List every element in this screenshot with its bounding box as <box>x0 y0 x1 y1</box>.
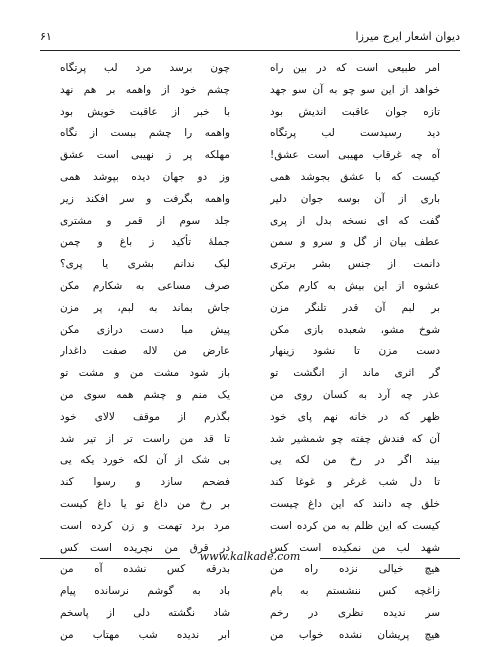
hemistich-left: وز دو جهان دیده بپوشد همی <box>60 170 230 183</box>
book-title: دیوان اشعار ایرج میرزا <box>355 30 460 43</box>
hemistich-right: دست مزن تا نشود زینهار <box>270 345 440 358</box>
verse-line <box>60 254 440 276</box>
hemistich-left: ابر ندیده شب مهتاب من <box>60 628 230 641</box>
hemistich-right: دانمت از جنس بشر برتری <box>270 258 440 271</box>
hemistich-left: واهمه بگرفت و سر افکند زیر <box>60 192 230 205</box>
footer-rule-right <box>320 558 460 559</box>
verse-line <box>60 80 440 102</box>
hemistich-right: سر ندیده نظری در رخم <box>270 606 440 619</box>
hemistich-right: آن که فندش چفته چو شمشیر شد <box>270 432 440 445</box>
verse-line <box>60 450 440 472</box>
hemistich-right: زاغچه کس ننشستم به بام <box>270 585 440 598</box>
hemistich-right: گفت که ای نسخه بدل از پری <box>270 214 440 227</box>
hemistich-right: کیست که با عشق بجوشد همی <box>270 170 440 183</box>
hemistich-right: بیند اگر در رخ من لکه یی <box>270 454 440 467</box>
verse-line <box>60 341 440 363</box>
hemistich-left: پیش مبا دست درازی مکن <box>60 323 230 336</box>
verse-line <box>60 320 440 342</box>
footer-rule-left <box>40 558 180 559</box>
hemistich-right: عذر چه آرد به کسان روی من <box>270 388 440 401</box>
hemistich-right: تازه جوان عاقبت اندیش بود <box>270 105 440 118</box>
verse-line <box>60 516 440 538</box>
verse-line <box>60 429 440 451</box>
hemistich-left: در قرق من نچریده است کس <box>60 541 230 554</box>
verse-line <box>60 232 440 254</box>
verse-line <box>60 603 440 625</box>
hemistich-left: شاد نگشته دلی از پاسخم <box>60 606 230 619</box>
verse-line <box>60 472 440 494</box>
hemistich-left: لیک ندانم بشری یا پری؟ <box>60 258 230 271</box>
hemistich-right: دید رسیدست لب پرتگاه <box>270 127 440 140</box>
hemistich-left: باز شود مشت من و مشت تو <box>60 367 230 380</box>
header-rule <box>40 50 460 51</box>
verse-line <box>60 625 440 647</box>
hemistich-right: باری از آن بوسه جوان دلیر <box>270 192 440 205</box>
hemistich-left: چشم خود از واهمه بر هم نهد <box>60 83 230 96</box>
hemistich-right: شوخ مشو، شعبده بازی مکن <box>270 323 440 336</box>
hemistich-left: فضحم سازد و رسوا کند <box>60 476 230 489</box>
hemistich-left: جملهٔ تأکید ز باغ و چمن <box>60 236 230 249</box>
hemistich-left: بدرقه کس نشده آه من <box>60 563 230 576</box>
verse-line <box>60 189 440 211</box>
hemistich-left: صرف مساعی به شکارم مکن <box>60 279 230 292</box>
page-number: ۶۱ <box>40 30 52 43</box>
footer-website: www.kalkade.com <box>199 550 301 563</box>
page-footer <box>40 550 460 566</box>
hemistich-right: خلق چه دانند که این داغ چیست <box>270 497 440 510</box>
hemistich-right: خواهد از این سو چو به آن سو جهد <box>270 83 440 96</box>
hemistich-right: عطف بیان از گل و سرو و سمن <box>270 236 440 249</box>
page-header <box>40 30 460 50</box>
hemistich-left: مهلکه پر ز نهیبی است عشق <box>60 149 230 162</box>
hemistich-right: بر لبم آن قدر تلنگر مزن <box>270 301 440 314</box>
hemistich-left: مرد برد تهمت و زن کرده است <box>60 519 230 532</box>
hemistich-right: هیچ پریشان نشده خواب من <box>270 628 440 641</box>
hemistich-left: جلد سوم از قمر و مشتری <box>60 214 230 227</box>
hemistich-right: امر طبیعی است که در بین راه <box>270 62 440 74</box>
verse-line <box>60 407 440 429</box>
hemistich-left: یک منم و چشم همه سوی من <box>60 388 230 401</box>
verse-line <box>60 145 440 167</box>
hemistich-right: ظهر که در خانه نهم پای خود <box>270 410 440 423</box>
hemistich-right: کیست که این ظلم به من کرده است <box>270 519 440 532</box>
hemistich-left: واهمه را چشم ببست از نگاه <box>60 127 230 140</box>
hemistich-left: تا قد من راست تر از تیر شد <box>60 432 230 445</box>
verse-line <box>60 494 440 516</box>
hemistich-right: شهد لب من نمکیده است کس <box>270 541 440 554</box>
hemistich-left: بر رخ من داغ تو یا داغ کیست <box>60 497 230 510</box>
hemistich-left: بگذرم از موقف لالای خود <box>60 410 230 423</box>
hemistich-left: عارض من لاله صفت داغدار <box>60 345 230 358</box>
verse-line <box>60 102 440 124</box>
hemistich-right: هیچ خیالی نزده راه من <box>270 563 440 576</box>
verse-line <box>60 385 440 407</box>
hemistich-left: چون برسد مرد لب پرتگاه <box>60 62 230 74</box>
hemistich-right: گر اثری ماند از انگشت تو <box>270 367 440 380</box>
hemistich-left: با خبر از عاقبت خویش بود <box>60 105 230 118</box>
verse-line <box>60 363 440 385</box>
hemistich-left: جاش بماند به لبم، پر مزن <box>60 301 230 314</box>
hemistich-right: تا دل شب غرغر و غوغا کند <box>270 476 440 489</box>
verse-line <box>60 123 440 145</box>
hemistich-right: عشوه از این بیش به کارم مکن <box>270 279 440 292</box>
hemistich-left: باد به گوشم نرسانده پیام <box>60 585 230 598</box>
verse-line <box>60 211 440 233</box>
hemistich-right: آه چه غرقاب مهیبی است عشق! <box>270 149 440 162</box>
hemistich-left: بی شک از آن لکه خورد یکه یی <box>60 454 230 467</box>
verse-line <box>60 58 440 80</box>
verse-line <box>60 276 440 298</box>
verse-line <box>60 298 440 320</box>
verse-line <box>60 167 440 189</box>
